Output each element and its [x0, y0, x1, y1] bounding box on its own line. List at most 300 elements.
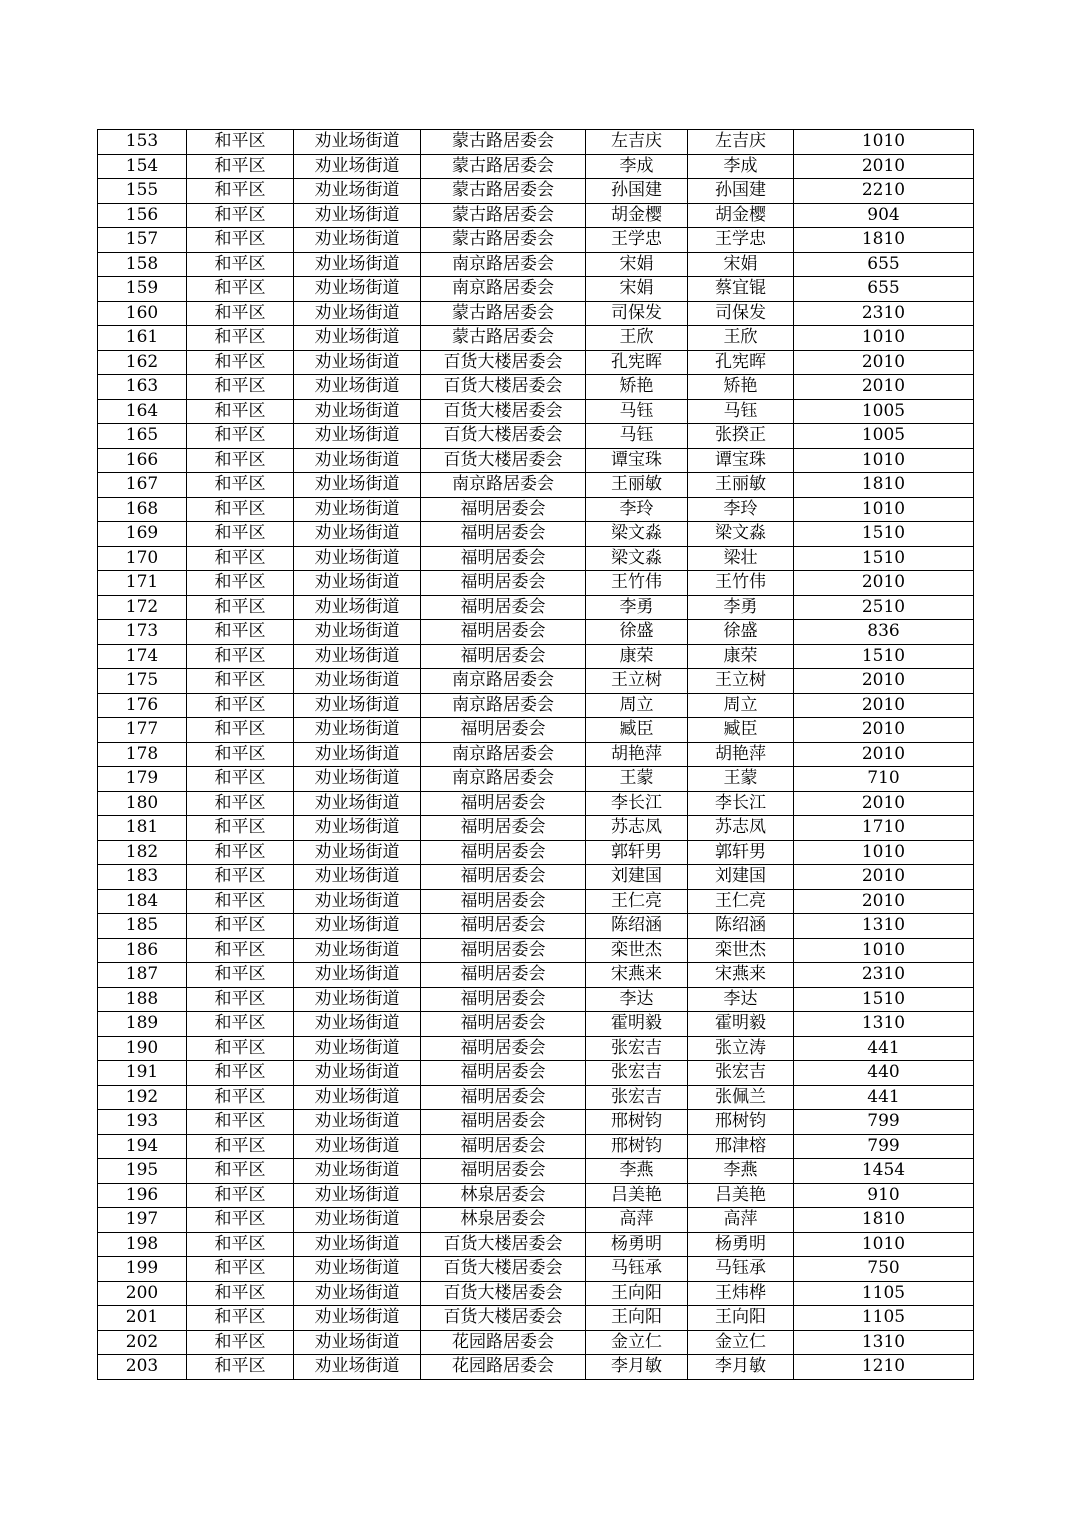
name-cell: 孙国建 — [586, 179, 688, 204]
amount-cell: 2010 — [794, 375, 974, 400]
member-name-cell: 徐盛 — [688, 620, 794, 645]
name-cell: 梁文淼 — [586, 546, 688, 571]
committee-cell: 南京路居委会 — [421, 277, 586, 302]
committee-cell: 福明居委会 — [421, 889, 586, 914]
name-cell: 宋娟 — [586, 252, 688, 277]
district-cell: 和平区 — [187, 865, 294, 890]
row-number-cell: 197 — [98, 1208, 187, 1233]
district-cell: 和平区 — [187, 448, 294, 473]
member-name-cell: 康荣 — [688, 644, 794, 669]
district-cell: 和平区 — [187, 301, 294, 326]
table-row — [98, 1330, 974, 1355]
committee-cell: 南京路居委会 — [421, 742, 586, 767]
table-row — [98, 473, 974, 498]
table-row — [98, 865, 974, 890]
amount-cell: 1710 — [794, 816, 974, 841]
street-cell: 劝业场街道 — [294, 1085, 421, 1110]
street-cell: 劝业场街道 — [294, 326, 421, 351]
street-cell: 劝业场街道 — [294, 1257, 421, 1282]
name-cell: 谭宝珠 — [586, 448, 688, 473]
name-cell: 李玲 — [586, 497, 688, 522]
row-number-cell: 162 — [98, 350, 187, 375]
district-cell: 和平区 — [187, 938, 294, 963]
committee-cell: 福明居委会 — [421, 1110, 586, 1135]
row-number-cell: 193 — [98, 1110, 187, 1135]
amount-cell: 1005 — [794, 399, 974, 424]
name-cell: 马钰 — [586, 424, 688, 449]
street-cell: 劝业场街道 — [294, 1183, 421, 1208]
member-name-cell: 王炜桦 — [688, 1281, 794, 1306]
member-name-cell: 李月敏 — [688, 1355, 794, 1380]
amount-cell: 1105 — [794, 1306, 974, 1331]
name-cell: 周立 — [586, 693, 688, 718]
district-cell: 和平区 — [187, 522, 294, 547]
row-number-cell: 200 — [98, 1281, 187, 1306]
district-cell: 和平区 — [187, 914, 294, 939]
street-cell: 劝业场街道 — [294, 130, 421, 155]
committee-cell: 百货大楼居委会 — [421, 424, 586, 449]
member-name-cell: 周立 — [688, 693, 794, 718]
amount-cell: 2510 — [794, 595, 974, 620]
amount-cell: 1310 — [794, 1012, 974, 1037]
table-row — [98, 228, 974, 253]
amount-cell: 2310 — [794, 301, 974, 326]
amount-cell: 1210 — [794, 1355, 974, 1380]
street-cell: 劝业场街道 — [294, 693, 421, 718]
member-name-cell: 李燕 — [688, 1159, 794, 1184]
row-number-cell: 154 — [98, 154, 187, 179]
member-name-cell: 张宏吉 — [688, 1061, 794, 1086]
committee-cell: 福明居委会 — [421, 718, 586, 743]
row-number-cell: 172 — [98, 595, 187, 620]
row-number-cell: 161 — [98, 326, 187, 351]
member-name-cell: 王向阳 — [688, 1306, 794, 1331]
table-row — [98, 987, 974, 1012]
name-cell: 矫艳 — [586, 375, 688, 400]
table-row — [98, 326, 974, 351]
table-row — [98, 571, 974, 596]
amount-cell: 1810 — [794, 228, 974, 253]
table-row — [98, 938, 974, 963]
table-row — [98, 742, 974, 767]
name-cell: 王向阳 — [586, 1306, 688, 1331]
member-name-cell: 王仁亮 — [688, 889, 794, 914]
street-cell: 劝业场街道 — [294, 816, 421, 841]
committee-cell: 南京路居委会 — [421, 767, 586, 792]
name-cell: 孔宪晖 — [586, 350, 688, 375]
district-cell: 和平区 — [187, 1085, 294, 1110]
name-cell: 李燕 — [586, 1159, 688, 1184]
committee-cell: 福明居委会 — [421, 938, 586, 963]
committee-cell: 福明居委会 — [421, 644, 586, 669]
street-cell: 劝业场街道 — [294, 644, 421, 669]
row-number-cell: 159 — [98, 277, 187, 302]
street-cell: 劝业场街道 — [294, 473, 421, 498]
row-number-cell: 158 — [98, 252, 187, 277]
amount-cell: 1010 — [794, 938, 974, 963]
amount-cell: 2010 — [794, 571, 974, 596]
committee-cell: 福明居委会 — [421, 1159, 586, 1184]
street-cell: 劝业场街道 — [294, 571, 421, 596]
district-cell: 和平区 — [187, 571, 294, 596]
street-cell: 劝业场街道 — [294, 277, 421, 302]
member-name-cell: 梁壮 — [688, 546, 794, 571]
row-number-cell: 175 — [98, 669, 187, 694]
street-cell: 劝业场街道 — [294, 1355, 421, 1380]
amount-cell: 441 — [794, 1036, 974, 1061]
amount-cell: 1510 — [794, 522, 974, 547]
committee-cell: 蒙古路居委会 — [421, 301, 586, 326]
amount-cell: 1105 — [794, 1281, 974, 1306]
name-cell: 刘建国 — [586, 865, 688, 890]
member-name-cell: 左吉庆 — [688, 130, 794, 155]
committee-cell: 蒙古路居委会 — [421, 326, 586, 351]
member-name-cell: 李长江 — [688, 791, 794, 816]
row-number-cell: 179 — [98, 767, 187, 792]
row-number-cell: 191 — [98, 1061, 187, 1086]
table-row — [98, 1232, 974, 1257]
district-cell: 和平区 — [187, 1110, 294, 1135]
amount-cell: 2010 — [794, 718, 974, 743]
committee-cell: 福明居委会 — [421, 497, 586, 522]
district-cell: 和平区 — [187, 620, 294, 645]
street-cell: 劝业场街道 — [294, 301, 421, 326]
district-cell: 和平区 — [187, 252, 294, 277]
member-name-cell: 苏志凤 — [688, 816, 794, 841]
table-row — [98, 816, 974, 841]
committee-cell: 百货大楼居委会 — [421, 1281, 586, 1306]
amount-cell: 910 — [794, 1183, 974, 1208]
amount-cell: 2010 — [794, 791, 974, 816]
table-row — [98, 840, 974, 865]
amount-cell: 1010 — [794, 497, 974, 522]
table-row — [98, 424, 974, 449]
name-cell: 李月敏 — [586, 1355, 688, 1380]
committee-cell: 福明居委会 — [421, 571, 586, 596]
street-cell: 劝业场街道 — [294, 889, 421, 914]
street-cell: 劝业场街道 — [294, 1208, 421, 1233]
table-row — [98, 1159, 974, 1184]
committee-cell: 福明居委会 — [421, 595, 586, 620]
street-cell: 劝业场街道 — [294, 375, 421, 400]
committee-cell: 南京路居委会 — [421, 693, 586, 718]
table-row — [98, 154, 974, 179]
member-name-cell: 谭宝珠 — [688, 448, 794, 473]
amount-cell: 2310 — [794, 963, 974, 988]
committee-cell: 蒙古路居委会 — [421, 154, 586, 179]
district-cell: 和平区 — [187, 228, 294, 253]
table-row — [98, 130, 974, 155]
committee-cell: 花园路居委会 — [421, 1330, 586, 1355]
district-cell: 和平区 — [187, 1183, 294, 1208]
committee-cell: 百货大楼居委会 — [421, 375, 586, 400]
street-cell: 劝业场街道 — [294, 1134, 421, 1159]
district-cell: 和平区 — [187, 1159, 294, 1184]
amount-cell: 836 — [794, 620, 974, 645]
committee-cell: 福明居委会 — [421, 1134, 586, 1159]
table-row — [98, 620, 974, 645]
row-number-cell: 173 — [98, 620, 187, 645]
table-row — [98, 718, 974, 743]
street-cell: 劝业场街道 — [294, 1281, 421, 1306]
committee-cell: 福明居委会 — [421, 816, 586, 841]
row-number-cell: 155 — [98, 179, 187, 204]
row-number-cell: 202 — [98, 1330, 187, 1355]
street-cell: 劝业场街道 — [294, 252, 421, 277]
committee-cell: 福明居委会 — [421, 1012, 586, 1037]
name-cell: 张宏吉 — [586, 1085, 688, 1110]
member-name-cell: 张立涛 — [688, 1036, 794, 1061]
name-cell: 张宏吉 — [586, 1061, 688, 1086]
member-name-cell: 胡金樱 — [688, 203, 794, 228]
district-cell: 和平区 — [187, 693, 294, 718]
district-cell: 和平区 — [187, 1330, 294, 1355]
member-name-cell: 张佩兰 — [688, 1085, 794, 1110]
name-cell: 王学忠 — [586, 228, 688, 253]
committee-cell: 福明居委会 — [421, 987, 586, 1012]
district-cell: 和平区 — [187, 326, 294, 351]
street-cell: 劝业场街道 — [294, 865, 421, 890]
amount-cell: 1810 — [794, 1208, 974, 1233]
committee-cell: 福明居委会 — [421, 1085, 586, 1110]
row-number-cell: 160 — [98, 301, 187, 326]
row-number-cell: 164 — [98, 399, 187, 424]
street-cell: 劝业场街道 — [294, 938, 421, 963]
street-cell: 劝业场街道 — [294, 840, 421, 865]
committee-cell: 福明居委会 — [421, 840, 586, 865]
row-number-cell: 196 — [98, 1183, 187, 1208]
name-cell: 王向阳 — [586, 1281, 688, 1306]
table-row — [98, 203, 974, 228]
committee-cell: 福明居委会 — [421, 620, 586, 645]
member-name-cell: 李玲 — [688, 497, 794, 522]
committee-cell: 福明居委会 — [421, 791, 586, 816]
member-name-cell: 高萍 — [688, 1208, 794, 1233]
district-cell: 和平区 — [187, 1257, 294, 1282]
row-number-cell: 170 — [98, 546, 187, 571]
row-number-cell: 178 — [98, 742, 187, 767]
name-cell: 胡艳萍 — [586, 742, 688, 767]
committee-cell: 福明居委会 — [421, 914, 586, 939]
name-cell: 司保发 — [586, 301, 688, 326]
name-cell: 李勇 — [586, 595, 688, 620]
name-cell: 王仁亮 — [586, 889, 688, 914]
row-number-cell: 201 — [98, 1306, 187, 1331]
member-name-cell: 王蒙 — [688, 767, 794, 792]
committee-cell: 南京路居委会 — [421, 473, 586, 498]
row-number-cell: 199 — [98, 1257, 187, 1282]
street-cell: 劝业场街道 — [294, 399, 421, 424]
district-cell: 和平区 — [187, 1134, 294, 1159]
street-cell: 劝业场街道 — [294, 448, 421, 473]
district-cell: 和平区 — [187, 546, 294, 571]
committee-cell: 蒙古路居委会 — [421, 228, 586, 253]
member-name-cell: 王竹伟 — [688, 571, 794, 596]
district-cell: 和平区 — [187, 1281, 294, 1306]
amount-cell: 750 — [794, 1257, 974, 1282]
row-number-cell: 166 — [98, 448, 187, 473]
member-name-cell: 王立树 — [688, 669, 794, 694]
district-cell: 和平区 — [187, 889, 294, 914]
street-cell: 劝业场街道 — [294, 497, 421, 522]
committee-cell: 百货大楼居委会 — [421, 1257, 586, 1282]
committee-cell: 福明居委会 — [421, 546, 586, 571]
district-cell: 和平区 — [187, 497, 294, 522]
amount-cell: 440 — [794, 1061, 974, 1086]
committee-cell: 福明居委会 — [421, 963, 586, 988]
table-row — [98, 1257, 974, 1282]
amount-cell: 2010 — [794, 693, 974, 718]
member-name-cell: 矫艳 — [688, 375, 794, 400]
amount-cell: 2010 — [794, 669, 974, 694]
name-cell: 王立树 — [586, 669, 688, 694]
row-number-cell: 153 — [98, 130, 187, 155]
member-name-cell: 郭轩男 — [688, 840, 794, 865]
committee-cell: 花园路居委会 — [421, 1355, 586, 1380]
table-row — [98, 1036, 974, 1061]
table-row — [98, 375, 974, 400]
amount-cell: 799 — [794, 1110, 974, 1135]
row-number-cell: 203 — [98, 1355, 187, 1380]
table-row — [98, 448, 974, 473]
name-cell: 马钰 — [586, 399, 688, 424]
member-name-cell: 杨勇明 — [688, 1232, 794, 1257]
member-name-cell: 马钰 — [688, 399, 794, 424]
name-cell: 陈绍涵 — [586, 914, 688, 939]
table-row — [98, 522, 974, 547]
street-cell: 劝业场街道 — [294, 179, 421, 204]
table-row — [98, 1110, 974, 1135]
district-cell: 和平区 — [187, 1012, 294, 1037]
name-cell: 胡金樱 — [586, 203, 688, 228]
district-cell: 和平区 — [187, 718, 294, 743]
street-cell: 劝业场街道 — [294, 1232, 421, 1257]
name-cell: 吕美艳 — [586, 1183, 688, 1208]
row-number-cell: 192 — [98, 1085, 187, 1110]
amount-cell: 904 — [794, 203, 974, 228]
district-cell: 和平区 — [187, 644, 294, 669]
district-cell: 和平区 — [187, 987, 294, 1012]
name-cell: 左吉庆 — [586, 130, 688, 155]
name-cell: 邢树钧 — [586, 1134, 688, 1159]
name-cell: 郭轩男 — [586, 840, 688, 865]
amount-cell: 1010 — [794, 1232, 974, 1257]
district-cell: 和平区 — [187, 130, 294, 155]
street-cell: 劝业场街道 — [294, 1330, 421, 1355]
row-number-cell: 198 — [98, 1232, 187, 1257]
amount-cell: 1510 — [794, 987, 974, 1012]
row-number-cell: 165 — [98, 424, 187, 449]
table-row — [98, 277, 974, 302]
row-number-cell: 181 — [98, 816, 187, 841]
data-table — [97, 129, 974, 1380]
member-name-cell: 王学忠 — [688, 228, 794, 253]
street-cell: 劝业场街道 — [294, 1110, 421, 1135]
member-name-cell: 李成 — [688, 154, 794, 179]
table-row — [98, 1306, 974, 1331]
name-cell: 王竹伟 — [586, 571, 688, 596]
table-row — [98, 767, 974, 792]
committee-cell: 百货大楼居委会 — [421, 399, 586, 424]
district-cell: 和平区 — [187, 203, 294, 228]
committee-cell: 福明居委会 — [421, 1036, 586, 1061]
table-row — [98, 914, 974, 939]
district-cell: 和平区 — [187, 1036, 294, 1061]
table-row — [98, 963, 974, 988]
name-cell: 邢树钧 — [586, 1110, 688, 1135]
table-row — [98, 1183, 974, 1208]
member-name-cell: 刘建国 — [688, 865, 794, 890]
amount-cell: 2010 — [794, 350, 974, 375]
member-name-cell: 陈绍涵 — [688, 914, 794, 939]
table-row — [98, 252, 974, 277]
district-cell: 和平区 — [187, 154, 294, 179]
table-row — [98, 1281, 974, 1306]
district-cell: 和平区 — [187, 767, 294, 792]
table-row — [98, 595, 974, 620]
amount-cell: 2210 — [794, 179, 974, 204]
committee-cell: 百货大楼居委会 — [421, 1232, 586, 1257]
member-name-cell: 栾世杰 — [688, 938, 794, 963]
table-row — [98, 1085, 974, 1110]
table-row — [98, 497, 974, 522]
table-row — [98, 644, 974, 669]
member-name-cell: 霍明毅 — [688, 1012, 794, 1037]
district-cell: 和平区 — [187, 963, 294, 988]
district-cell: 和平区 — [187, 179, 294, 204]
row-number-cell: 187 — [98, 963, 187, 988]
amount-cell: 1010 — [794, 448, 974, 473]
committee-cell: 南京路居委会 — [421, 669, 586, 694]
district-cell: 和平区 — [187, 1306, 294, 1331]
committee-cell: 蒙古路居委会 — [421, 179, 586, 204]
amount-cell: 710 — [794, 767, 974, 792]
street-cell: 劝业场街道 — [294, 1036, 421, 1061]
district-cell: 和平区 — [187, 1208, 294, 1233]
table-row — [98, 791, 974, 816]
member-name-cell: 司保发 — [688, 301, 794, 326]
street-cell: 劝业场街道 — [294, 154, 421, 179]
row-number-cell: 194 — [98, 1134, 187, 1159]
table-row — [98, 669, 974, 694]
name-cell: 金立仁 — [586, 1330, 688, 1355]
amount-cell: 2010 — [794, 154, 974, 179]
district-cell: 和平区 — [187, 669, 294, 694]
row-number-cell: 163 — [98, 375, 187, 400]
row-number-cell: 180 — [98, 791, 187, 816]
member-name-cell: 金立仁 — [688, 1330, 794, 1355]
table-row — [98, 889, 974, 914]
member-name-cell: 王丽敏 — [688, 473, 794, 498]
row-number-cell: 177 — [98, 718, 187, 743]
name-cell: 臧臣 — [586, 718, 688, 743]
amount-cell: 1310 — [794, 914, 974, 939]
member-name-cell: 张揆正 — [688, 424, 794, 449]
amount-cell: 1010 — [794, 130, 974, 155]
member-name-cell: 孔宪晖 — [688, 350, 794, 375]
committee-cell: 福明居委会 — [421, 1061, 586, 1086]
amount-cell: 655 — [794, 277, 974, 302]
member-name-cell: 胡艳萍 — [688, 742, 794, 767]
name-cell: 张宏吉 — [586, 1036, 688, 1061]
committee-cell: 福明居委会 — [421, 865, 586, 890]
name-cell: 杨勇明 — [586, 1232, 688, 1257]
street-cell: 劝业场街道 — [294, 203, 421, 228]
street-cell: 劝业场街道 — [294, 963, 421, 988]
amount-cell: 1810 — [794, 473, 974, 498]
table-row — [98, 1061, 974, 1086]
street-cell: 劝业场街道 — [294, 350, 421, 375]
